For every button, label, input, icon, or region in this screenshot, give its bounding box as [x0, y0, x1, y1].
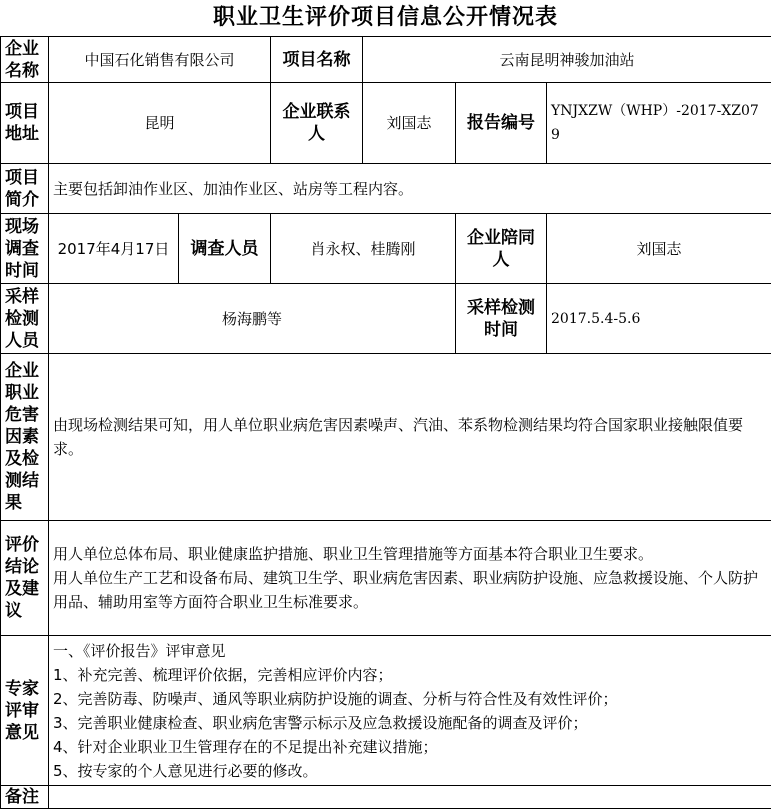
project-address-value: 昆明 — [49, 83, 271, 164]
conclusion-paragraph: 用人单位生产工艺和设备布局、建筑卫生学、职业病危害因素、职业病防护设施、应急救援设施、个人防护用品、辅助用室等方面符合职业卫生标准要求。 — [53, 566, 767, 614]
label-enterprise-contact: 企业联系人 — [271, 83, 363, 164]
label-sampling-time: 采样检测时间 — [456, 284, 547, 354]
sampling-staff-value: 杨海鹏等 — [49, 284, 456, 354]
label-sampling-staff: 采样检测人员 — [1, 284, 49, 354]
remarks-value — [49, 786, 771, 809]
row-company — [1, 37, 771, 83]
expert-opinion-line: 一、《评价报告》评审意见 — [53, 639, 767, 663]
expert-opinion-line: 3、完善职业健康检查、职业病危害警示标示及应急救援设施配备的调查及评价； — [53, 711, 767, 735]
enterprise-contact-value: 刘国志 — [363, 83, 456, 164]
row-sampling — [1, 284, 771, 354]
info-table — [0, 36, 771, 809]
label-project-address: 项目地址 — [1, 83, 49, 164]
expert-opinion-line: 4、针对企业职业卫生管理存在的不足提出补充建议措施； — [53, 735, 767, 759]
investigators-value: 肖永权、桂腾刚 — [271, 214, 456, 284]
row-results — [1, 354, 771, 521]
row-expert — [1, 636, 771, 786]
expert-opinion-line: 5、按专家的个人意见进行必要的修改。 — [53, 759, 767, 783]
label-remarks: 备注 — [1, 786, 49, 809]
row-address — [1, 83, 771, 164]
conclusion-paragraph: 用人单位总体布局、职业健康监护措施、职业卫生管理措施等方面基本符合职业卫生要求。 — [53, 542, 767, 566]
label-conclusion: 评价结论及建议 — [1, 521, 49, 636]
sampling-time-value: 2017.5.4-5.6 — [547, 284, 771, 354]
project-name-value: 云南昆明神骏加油站 — [363, 37, 771, 83]
expert-opinion-line: 1、补充完善、梳理评价依据，完善相应评价内容； — [53, 663, 767, 687]
label-investigators: 调查人员 — [179, 214, 271, 284]
label-hazard-results: 企业职业危害因素及检测结果 — [1, 354, 49, 521]
hazard-results-value: 由现场检测结果可知，用人单位职业病危害因素噪声、汽油、苯系物检测结果均符合国家职业接触限值要求。 — [49, 354, 771, 521]
label-report-number: 报告编号 — [456, 83, 547, 164]
label-enterprise-escort: 企业陪同人 — [456, 214, 547, 284]
project-intro-value: 主要包括卸油作业区、加油作业区、站房等工程内容。 — [49, 164, 771, 214]
page-title: 职业卫生评价项目信息公开情况表 — [0, 0, 771, 36]
expert-opinion-line: 2、完善防毒、防噪声、通风等职业病防护设施的调查、分析与符合性及有效性评价； — [53, 687, 767, 711]
row-intro — [1, 164, 771, 214]
conclusion-value — [49, 521, 771, 636]
label-expert-opinion: 专家评审意见 — [1, 636, 49, 786]
label-project-intro: 项目简介 — [1, 164, 49, 214]
survey-time-value: 2017年4月17日 — [49, 214, 179, 284]
row-survey — [1, 214, 771, 284]
label-company-name: 企业名称 — [1, 37, 49, 83]
report-number-value: YNJXZW（WHP）-2017-XZ079 — [547, 83, 771, 164]
expert-opinion-value — [49, 636, 771, 786]
enterprise-escort-value: 刘国志 — [547, 214, 771, 284]
company-name-value: 中国石化销售有限公司 — [49, 37, 271, 83]
label-project-name: 项目名称 — [271, 37, 363, 83]
row-remarks — [1, 786, 771, 809]
row-conclusion — [1, 521, 771, 636]
label-survey-time: 现场调查时间 — [1, 214, 49, 284]
